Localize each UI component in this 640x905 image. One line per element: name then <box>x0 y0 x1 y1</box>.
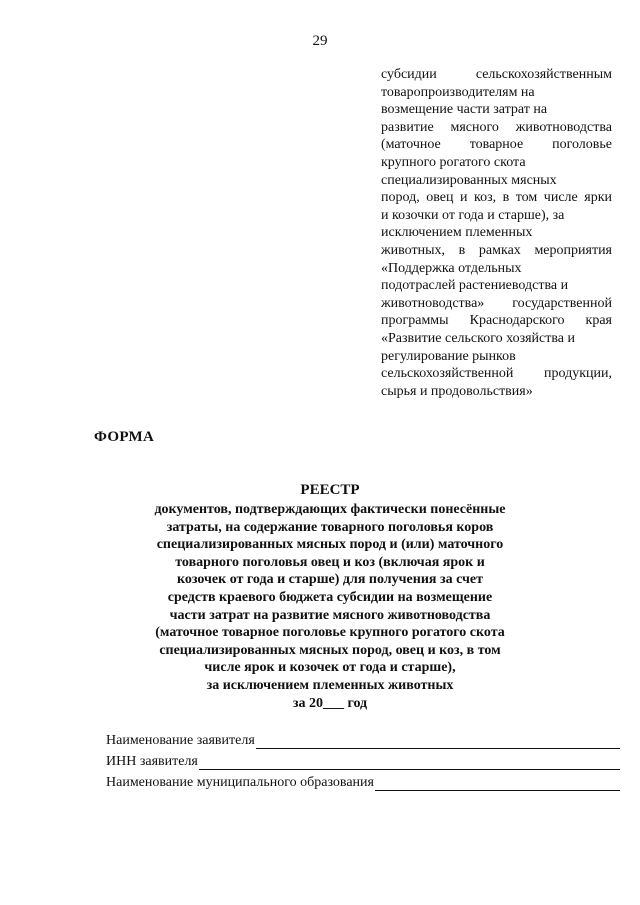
registry-title-line: части затрат на развитие мясного животноводства <box>169 607 491 623</box>
registry-title-line: товарного поголовья овец и коз (включая ярок и <box>175 554 485 570</box>
annex-line: исключением племенных <box>381 225 533 241</box>
municipality-row <box>106 770 620 791</box>
registry-title-line: специализированных мясных пород и (или) маточного <box>156 537 504 553</box>
annex-line: «Поддержка отдельных <box>381 260 522 276</box>
annex-line: специализированных мясных <box>381 172 557 188</box>
applicant-name-label: Наименование заявителя <box>106 733 255 748</box>
annex-line: (маточное товарное поголовье <box>381 137 612 153</box>
registry-year-line: за 20___ год <box>292 695 368 711</box>
registry-heading: РЕЕСТР <box>300 482 360 498</box>
municipality-field[interactable] <box>375 776 620 791</box>
registry-title-line: числе ярок и козочек от года и старше), <box>204 660 456 676</box>
registry-title-line: за исключением племенных животных <box>206 677 454 693</box>
annex-line: субсидии сельскохозяйственным <box>381 67 612 82</box>
annex-line: программы Краснодарского края <box>381 313 612 329</box>
applicant-inn-label: ИНН заявителя <box>106 754 198 769</box>
municipality-label: Наименование муниципального образования <box>106 775 374 790</box>
annex-line: и козочки от года и старше), за <box>381 207 565 223</box>
registry-title-line: документов, подтверждающих фактически понесённые <box>154 502 506 517</box>
annex-line: «Развитие сельского хозяйства и <box>381 330 576 346</box>
registry-title-block <box>120 481 540 712</box>
registry-title-line: специализированных мясных пород, овец и коз, в том <box>159 642 501 658</box>
applicant-fields <box>106 728 620 791</box>
annex-line: товаропроизводителям на <box>381 84 535 100</box>
annex-line: подотраслей растениеводства и <box>381 278 569 294</box>
applicant-inn-field[interactable] <box>199 755 620 770</box>
registry-title-line: средств краевого бюджета субсидии на возмещение <box>167 589 493 605</box>
annex-line: развитие мясного животноводства <box>381 119 612 135</box>
annex-line: крупного рогатого скота <box>381 154 526 170</box>
applicant-name-field[interactable] <box>256 734 620 749</box>
annex-line: регулирование рынков <box>381 348 516 364</box>
registry-title-line: затраты, на содержание товарного поголовья коров <box>166 519 494 535</box>
registry-title-line: (маточное товарное поголовье крупного рогатого скота <box>155 625 505 641</box>
annex-reference-block <box>381 66 612 400</box>
annex-line: животных, в рамках мероприятия <box>381 242 612 258</box>
annex-line: пород, овец и коз, в том числе ярки <box>381 190 612 206</box>
registry-title-line: козочек от года и старше) для получения за счет <box>176 572 484 588</box>
annex-line: сельскохозяйственной продукции, <box>381 366 612 382</box>
applicant-name-row <box>106 728 620 749</box>
annex-line: животноводства» государственной <box>381 295 612 311</box>
page-number: 29 <box>312 33 328 49</box>
applicant-inn-row <box>106 749 620 770</box>
form-label: ФОРМА <box>94 429 155 445</box>
annex-line: возмещение части затрат на <box>381 102 548 118</box>
annex-line: сырья и продовольствия» <box>381 383 533 399</box>
